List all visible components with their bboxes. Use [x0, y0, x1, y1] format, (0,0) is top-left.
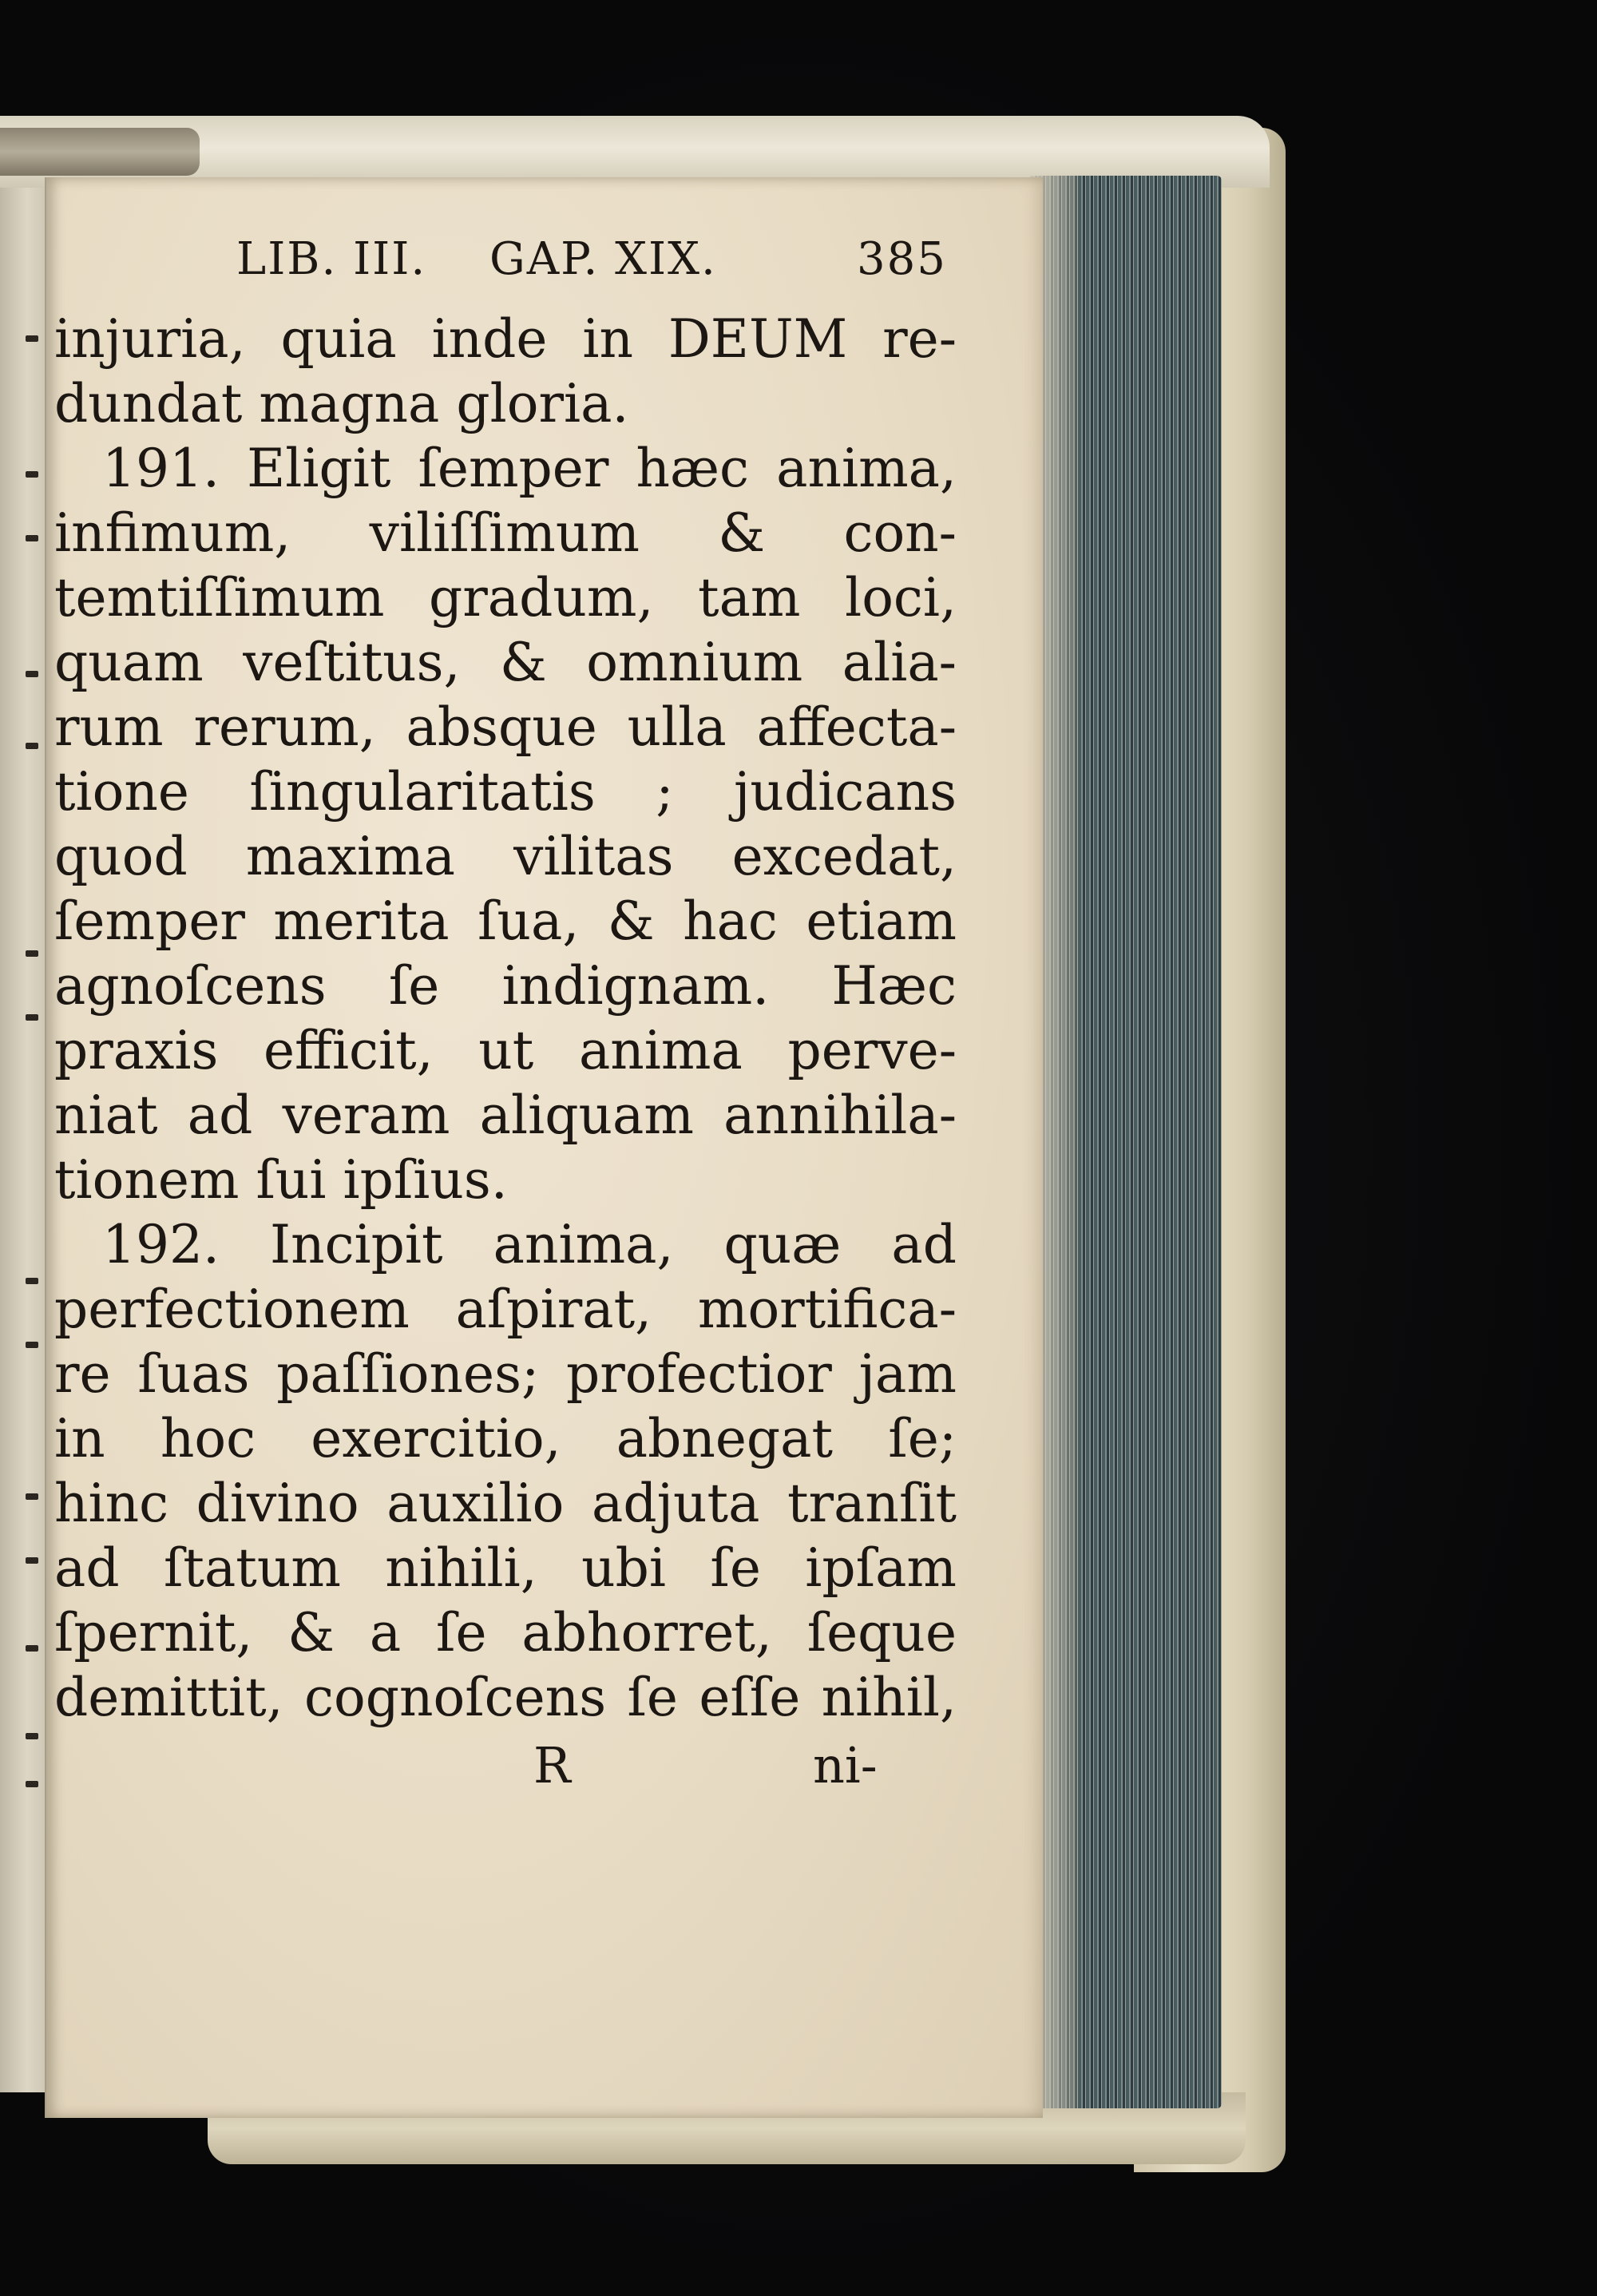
text-line: tione ſingularitatis ; judicans: [54, 761, 957, 823]
left-page-edge: [0, 168, 45, 2092]
spine-fold: [0, 128, 200, 176]
body-text: [54, 307, 957, 1730]
text-line: tionem ſui ipſius.: [54, 1149, 508, 1211]
text-line: hinc divino auxilio adjuta tranſit: [54, 1473, 957, 1534]
page-number: 385: [857, 233, 947, 285]
signature-mark: R: [533, 1736, 571, 1794]
page-footer: [54, 1736, 957, 1816]
edge-mark: [26, 1278, 38, 1284]
text-line: rum rerum, absque ulla affecta-: [54, 696, 957, 758]
running-header: [54, 233, 957, 307]
edge-mark: [26, 743, 38, 749]
text-line: 192. Incipit anima, quæ ad: [102, 1214, 957, 1275]
book-page: [45, 177, 1043, 2118]
header-book: LIB. III.: [236, 233, 427, 285]
text-line: 191. Eligit ſemper hæc anima,: [102, 438, 957, 499]
edge-mark: [26, 1645, 38, 1652]
text-line: praxis efficit, ut anima perve-: [54, 1020, 957, 1081]
edge-mark: [26, 471, 38, 478]
text-line: demittit, cognoſcens ſe eſſe nihil,: [54, 1667, 957, 1728]
edge-mark: [26, 671, 38, 677]
header-chapter: GAP. XIX.: [489, 233, 717, 285]
text-line: temtiſſimum gradum, tam loci,: [54, 567, 957, 629]
edge-mark: [26, 535, 38, 541]
edge-mark: [26, 1781, 38, 1787]
text-line: infimum, viliſſimum & con-: [54, 502, 957, 564]
catchword: ni-: [813, 1736, 878, 1794]
text-line: niat ad veram aliquam annihila-: [54, 1085, 957, 1146]
page-text: [54, 233, 957, 1816]
text-line: dundat magna gloria.: [54, 373, 629, 434]
text-line: agnoſcens ſe indignam. Hæc: [54, 955, 957, 1017]
edge-mark: [26, 1493, 38, 1500]
edge-mark: [26, 1342, 38, 1348]
text-line: ſemper merita ſua, & hac etiam: [54, 890, 957, 952]
text-line: re ſuas paſſiones; profectior jam: [54, 1343, 957, 1405]
text-line: injuria, quia inde in DEUM re-: [54, 308, 957, 370]
text-line: in hoc exercitio, abnegat ſe;: [54, 1408, 957, 1469]
edge-mark: [26, 335, 38, 342]
edge-mark: [26, 1557, 38, 1564]
text-line: quod maxima vilitas excedat,: [54, 826, 957, 887]
edge-mark: [26, 1733, 38, 1739]
edge-mark: [26, 1014, 38, 1021]
edge-mark: [26, 950, 38, 957]
text-line: quam veſtitus, & omnium alia-: [54, 632, 957, 693]
text-line: perfectionem aſpirat, mortifica-: [54, 1279, 957, 1340]
text-line: ad ſtatum nihili, ubi ſe ipſam: [54, 1537, 957, 1599]
text-line: ſpernit, & a ſe abhorret, ſeque: [54, 1602, 957, 1664]
